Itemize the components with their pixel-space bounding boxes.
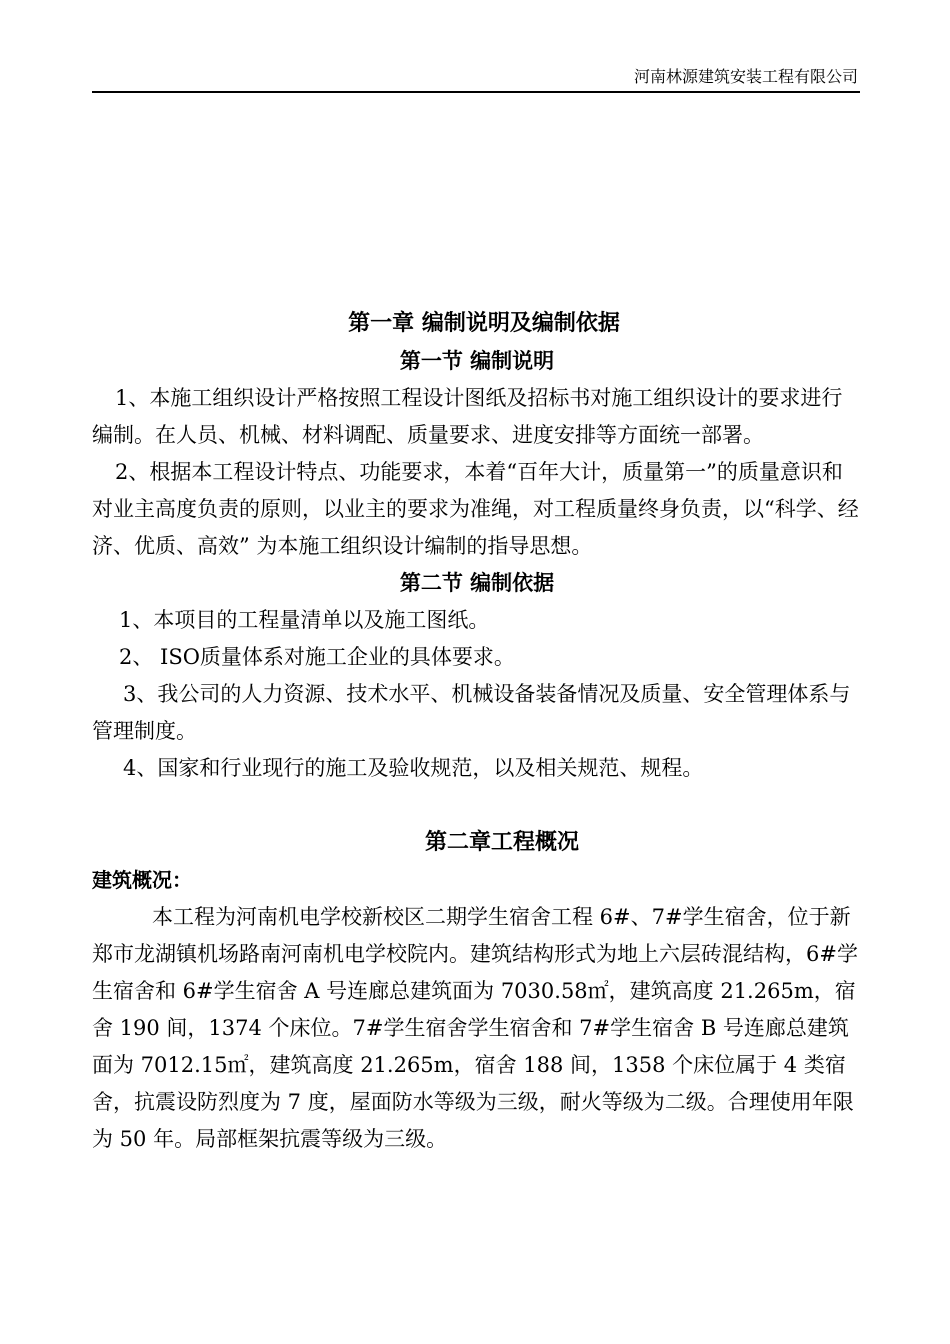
list-item: 4、国家和行业现行的施工及验收规范，以及相关规范、规程。	[123, 756, 704, 780]
chapter-1-title: 第一章 编制说明及编制依据	[348, 311, 620, 336]
section-2-title: 第二节 编制依据	[399, 571, 555, 595]
subheading: 建筑概况：	[92, 868, 192, 892]
paragraph: 1、本施工组织设计严格按照工程设计图纸及招标书对施工组织设计的要求进行编制。在人员、机械、材料调配、质量要求、进度安排等方面统一部署。	[92, 386, 843, 447]
list-item: 3、我公司的人力资源、技术水平、机械设备装备情况及质量、安全管理体系与管理制度。	[92, 682, 851, 743]
header-divider	[92, 91, 860, 93]
list-item: 1、本项目的工程量清单以及施工图纸。	[119, 608, 490, 632]
paragraph: 2、根据本工程设计特点、功能要求，本着“百年大计，质量第一”的质量意识和对业主高度负责的原则，以业主的要求为准绳，对工程质量终身负责，以“科学、经济、优质、高效” 为本施工组织设计编制的指导思想。	[92, 460, 859, 558]
spacer	[92, 787, 862, 824]
document-body	[92, 305, 862, 1158]
paragraph: 本工程为河南机电学校新校区二期学生宿舍工程 6#、7#学生宿舍，位于新郑市龙湖镇机场路南河南机电学校院内。建筑结构形式为地上六层砖混结构，6#学生宿舍和 6#学生宿舍 A 号连廊总建筑面为 7030.58㎡，建筑高度 21.265m，宿舍 190 间，1374 个床位。7#学生宿舍学生宿舍和 7#学生宿舍 B 号连廊总建筑面为 7012.15㎡，建筑高度 21.265m，宿舍 188 间，1358 个床位属于 4 类宿舍，抗震设防烈度为 7 度，屋面防水等级为三级，耐火等级为二级。合理使用年限为 50 年。局部框架抗震等级为三级。	[92, 905, 858, 1151]
page-header-company: 河南林源建筑安装工程有限公司	[633, 67, 858, 86]
section-1-title: 第一节 编制说明	[399, 349, 555, 373]
chapter-2-title: 第二章工程概况	[424, 830, 579, 855]
list-item: 2、 ISO质量体系对施工企业的具体要求。	[119, 645, 515, 669]
